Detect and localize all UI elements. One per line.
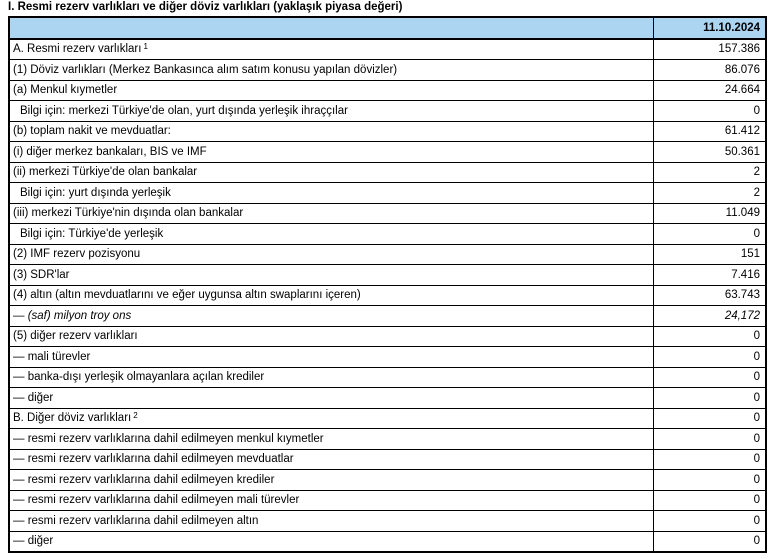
row-label-text: — resmi rezerv varlıklarına dahil edilmeyen altın [13, 514, 259, 527]
table-header-row [10, 18, 765, 40]
row-value: 0 [753, 104, 760, 117]
row-label-text: Bilgi için: yurt dışında yerleşik [20, 186, 171, 199]
date-header: 11.10.2024 [703, 21, 760, 34]
row-label [10, 347, 654, 367]
row-label [10, 327, 654, 347]
row-label [10, 532, 654, 552]
table-row [10, 532, 765, 552]
table-row [10, 347, 765, 368]
reserve-assets-table [8, 16, 767, 553]
row-label-text: Bilgi için: merkezi Türkiye'de olan, yurt dışında yerleşik ihraççılar [20, 104, 348, 117]
table-row [10, 81, 765, 102]
row-value: 2 [753, 186, 760, 199]
table-row [10, 40, 765, 61]
table-row [10, 204, 765, 225]
table-body [10, 40, 765, 552]
row-value: 24,172 [724, 309, 760, 322]
row-label [10, 204, 654, 224]
row-value: 0 [753, 350, 760, 363]
row-label-text: — diğer [13, 391, 54, 404]
row-value: 50.361 [724, 145, 760, 158]
table-row [10, 511, 765, 532]
table-row [10, 224, 765, 245]
row-label [10, 368, 654, 388]
row-label-text: (a) Menkul kıymetler [13, 84, 118, 97]
row-label [10, 81, 654, 101]
row-value: 0 [753, 412, 760, 425]
table-row [10, 122, 765, 143]
row-label-text: — resmi rezerv varlıklarına dahil edilmeyen mevduatlar [13, 453, 294, 466]
row-label [10, 470, 654, 490]
row-label [10, 122, 654, 142]
table-row [10, 286, 765, 307]
row-label-text: B. Diğer döviz varlıkları [13, 412, 132, 425]
footnote-marker: 2 [133, 411, 138, 421]
row-value: 0 [753, 535, 760, 548]
row-label [10, 429, 654, 449]
table-row [10, 388, 765, 409]
row-value: 157.386 [718, 43, 760, 56]
row-label [10, 409, 654, 429]
row-label [10, 511, 654, 531]
row-value: 0 [753, 494, 760, 507]
row-label [10, 142, 654, 162]
row-label [10, 183, 654, 203]
row-label [10, 40, 654, 60]
row-label-text: — banka-dışı yerleşik olmayanlara açılan krediler [13, 371, 265, 384]
table-row [10, 265, 765, 286]
row-value: 0 [753, 514, 760, 527]
footnote-marker: 1 [143, 42, 148, 52]
row-label [10, 224, 654, 244]
row-label [10, 286, 654, 306]
row-value: 0 [753, 432, 760, 445]
row-label-text: A. Resmi rezerv varlıkları [13, 43, 142, 56]
row-label [10, 60, 654, 80]
row-label-text: (i) diğer merkez bankaları, BIS ve IMF [13, 145, 207, 158]
row-value: 0 [753, 227, 760, 240]
row-value: 0 [753, 453, 760, 466]
table-row [10, 101, 765, 122]
row-label-text: — mali türevler [13, 350, 91, 363]
table-row [10, 327, 765, 348]
row-label-text: (2) IMF rezerv pozisyonu [13, 248, 141, 261]
table-row [10, 470, 765, 491]
row-label-text: — resmi rezerv varlıklarına dahil edilmeyen mali türevler [13, 494, 300, 507]
row-value: 0 [753, 371, 760, 384]
table-title: I. Resmi rezerv varlıkları ve diğer döviz varlıkları (yaklaşık piyasa değeri) [8, 1, 403, 13]
row-label-text: (3) SDR'lar [13, 268, 70, 281]
table-row [10, 429, 765, 450]
row-label-text: — resmi rezerv varlıklarına dahil edilmeyen menkul kıymetler [13, 432, 324, 445]
row-label [10, 163, 654, 183]
table-row [10, 163, 765, 184]
row-value: 2 [753, 166, 760, 179]
row-label [10, 491, 654, 511]
table-row [10, 142, 765, 163]
row-label-text: — diğer [13, 535, 54, 548]
row-value: 151 [740, 248, 760, 261]
row-label-text: (ii) merkezi Türkiye'de olan bankalar [13, 166, 198, 179]
row-label-text: — resmi rezerv varlıklarına dahil edilmeyen krediler [13, 473, 275, 486]
table-row [10, 306, 765, 327]
row-label-text: Bilgi için: Türkiye'de yerleşik [20, 227, 164, 240]
row-label [10, 306, 654, 326]
row-label [10, 388, 654, 408]
row-label-text: — (saf) milyon troy ons [13, 309, 132, 322]
row-value: 86.076 [724, 63, 760, 76]
table-row [10, 368, 765, 389]
row-value: 11.049 [725, 207, 760, 220]
row-label [10, 265, 654, 285]
row-value: 0 [753, 391, 760, 404]
table-row [10, 450, 765, 471]
row-label [10, 101, 654, 121]
row-label-text: (4) altın (altın mevduatlarını ve eğer uygunsa altın swaplarını içeren) [13, 289, 361, 302]
row-label-text: (b) toplam nakit ve mevduatlar: [13, 125, 171, 138]
table-row [10, 491, 765, 512]
row-value: 61.412 [724, 125, 760, 138]
row-label-text: (5) diğer rezerv varlıkları [13, 330, 138, 343]
row-value: 0 [753, 473, 760, 486]
table-row [10, 60, 765, 81]
header-empty-cell [10, 18, 654, 38]
row-label-text: (1) Döviz varlıkları (Merkez Bankasınca alım satım konusu yapılan dövizler) [13, 63, 398, 76]
row-label-text: (iii) merkezi Türkiye'nin dışında olan bankalar [13, 207, 244, 220]
row-label [10, 450, 654, 470]
row-value: 0 [753, 330, 760, 343]
row-value: 63.743 [724, 289, 760, 302]
table-row [10, 183, 765, 204]
table-row [10, 245, 765, 266]
row-value: 7.416 [731, 268, 760, 281]
row-value: 24.664 [724, 84, 760, 97]
table-row [10, 409, 765, 430]
row-label [10, 245, 654, 265]
